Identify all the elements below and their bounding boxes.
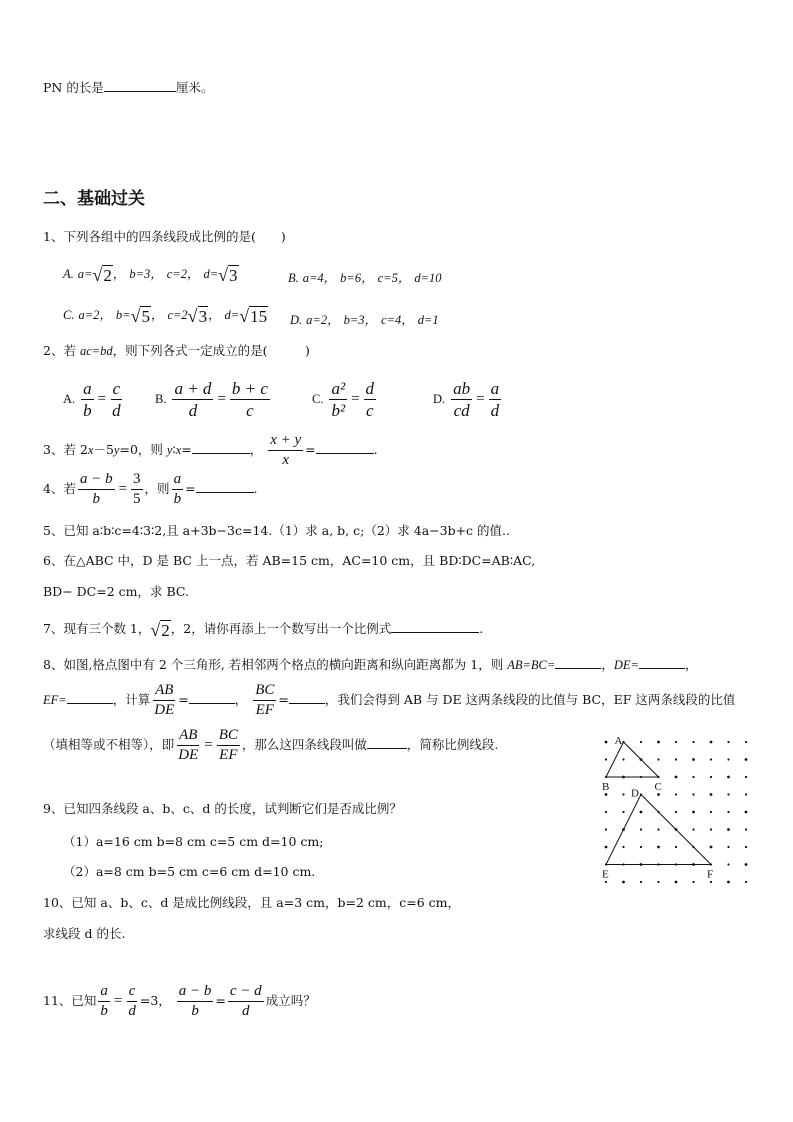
sqrt-2: √ 2 [150,620,170,640]
q8-name-blank[interactable] [367,737,407,749]
q8-ef-blank[interactable] [67,692,113,704]
lattice-figure [596,732,756,892]
grid-dot [745,793,747,795]
grid-dot [675,793,677,795]
q1-option-b[interactable]: B. a=4， b=6， c=5， d=10 [288,271,442,285]
grid-dot [727,863,729,865]
q6-line2: BD− DC=2 cm，求 BC. [43,584,189,599]
pn-length-line [43,80,213,95]
q2-stem: 2、若 ac=bd，则下列各式一定成立的是( ) [43,343,310,358]
grid-dot [692,776,694,778]
q4-answer-blank[interactable] [196,481,254,493]
grid-dot [727,811,729,813]
grid-dot [675,881,678,884]
grid-dot [605,881,607,883]
grid-dot [710,776,712,778]
point-label-b: B [602,781,610,793]
q8-de-blank[interactable] [639,657,685,669]
grid-dot [727,793,729,795]
grid-dot [692,881,694,883]
q10-line2: 求线段 d 的长. [43,926,126,941]
point-label-f: F [707,868,714,881]
q3-blank-fraction[interactable] [316,442,374,454]
grid-dot [675,776,678,779]
grid-dot [657,881,659,883]
grid-dot [745,758,748,761]
q1-stem: 1、下列各组中的四条线段成比例的是( ) [43,229,286,244]
q7-line: 7、现有三个数 1， √ 2 ，2，请你再添上一个数写出一个比例式 . [43,620,484,640]
grid-dot [622,846,624,848]
q10-line1: 10、已知 a、b、c、d 是成比例线段，且 a=3 cm，b=2 cm，c=6 cm， [43,895,460,910]
grid-dot [640,881,642,883]
grid-dot [675,758,677,760]
point-label-c: C [654,781,662,793]
q2-option-a[interactable]: A. $\frac{a}{b}$ = $\frac{c}{d}$ [63,379,121,420]
q1-option-d[interactable]: D. a=2， b=3， c=4， d=1 [290,313,439,327]
grid-dot [727,828,730,831]
grid-dot [605,811,607,813]
grid-dot [622,758,624,760]
grid-dot [657,758,659,760]
grid-dot [745,863,748,866]
sqrt-5: √ 5 [130,306,150,326]
grid-dot [745,811,748,814]
grid-dot [605,741,608,744]
q2-option-c[interactable]: C. $\frac{\text{a²}}{\text{b²}}$ = $\frac{d}{c}$ [312,379,375,420]
pn-prefix: PN 的长是 [43,80,104,95]
q3-line: 3、若 2x－5y=0，则 y∶x= ， $\frac{x + y}{x}$ = . [43,432,378,468]
grid-dot [727,758,729,760]
q11-line: 11、已知 $\frac{a}{b}$ = $\frac{c}{d}$ =3， $\frac{a - b}{b}$ = $\frac{c - d}{d}$ 成立吗？ [43,983,316,1019]
q9-part2: （2）a=8 cm b=5 cm c=6 cm d=10 cm. [63,864,316,879]
grid-dot [640,846,642,848]
grid-dot [657,793,660,796]
grid-dot [657,828,659,830]
sqrt-3: √ 3 [187,306,208,326]
grid-dot [622,793,624,795]
grid-dot [657,846,660,849]
triangle-abc [606,742,659,777]
grid-dot [727,881,730,884]
point-label-a: A [614,735,623,747]
grid-dot [710,758,712,760]
grid-dot [692,828,694,830]
grid-dot [692,811,695,814]
q2-option-d[interactable]: D. $\frac{ab}{cd}$ = $\frac{a}{d}$ [433,379,500,420]
grid-dot [745,828,747,830]
grid-dot [640,811,643,814]
sqrt-15: √ 15 [239,306,268,326]
grid-dot [710,793,713,796]
grid-dot [622,811,624,813]
grid-dot [745,846,747,848]
q9-part1: （1）a=16 cm b=8 cm c=5 cm d=10 cm; [63,834,324,849]
q1-option-c[interactable]: C. a=2， b= √ 5 ， c=2 √ 3 ， d= √ 15 [63,306,268,326]
pn-suffix: 厘米。 [175,80,214,95]
grid-dot [605,846,608,849]
q8-line2: EF= ，计算 $\frac{AB}{DE}$ = ， $\frac{BC}{EF}$ = ，我们会得到 AB 与 DE 这两条线段的比值与 BC，EF 这两条线段的比值 [43,682,736,718]
q8-bc-ef-ratio-blank[interactable] [289,692,325,704]
grid-dot [710,741,713,744]
grid-dot [640,741,642,743]
grid-dot [692,741,694,743]
grid-dot [710,811,712,813]
q5-text: 5、已知 a∶b∶c=4∶3∶2,且 a+3b−3c=14.（1）求 a, b, c;（2）求 4a−3b+c 的值.. [43,523,510,538]
grid-dot [710,846,713,849]
grid-dot [745,776,747,778]
q4-line: 4、若 $\frac{a - b}{b}$ = $\frac{3}{5}$ ，则 $\frac{a}{b}$ = . [43,471,258,507]
grid-dot [675,741,677,743]
q1-option-a[interactable]: A. a= √ 2 ， b=3， c=2， d= √ 3 [63,265,238,285]
q8-line3: （填相等或不相等），即 $\frac{AB}{DE}$ = $\frac{BC}{EF}$ ，那么这四条线段叫做 ，简称比例线段. [43,727,499,763]
q9-stem: 9、已知四条线段 a、b、c、d 的长度，试判断它们是否成比例？ [43,801,402,816]
grid-dot [657,741,660,744]
grid-dot [692,793,694,795]
q8-ab-bc-blank[interactable] [555,657,601,669]
point-label-d: D [631,787,639,800]
grid-dot [727,776,730,779]
grid-dot [692,758,695,761]
grid-dot [640,828,642,830]
grid-dot [605,793,608,796]
q8-line1: 8、如图,格点图中有 2 个三角形, 若相邻两个格点的横向距离和纵向距离都为 1，则 AB=BC= ，DE= ， [43,657,698,672]
section-title: 二、基础过关 [43,189,145,209]
grid-dot [675,846,677,848]
sqrt-2: √ 2 [92,265,112,285]
grid-dot [675,811,677,813]
q2-option-b[interactable]: B. $\frac{a + d}{d}$ = $\frac{b + c}{c}$ [155,379,268,420]
grid-dot [710,828,712,830]
point-label-e: E [602,868,609,881]
grid-dot [727,741,729,743]
grid-dot [605,758,607,760]
grid-dot [727,846,729,848]
grid-dot [710,881,712,883]
sqrt-3: √ 3 [218,265,238,285]
q6-line1: 6、在△ABC 中，D 是 BC 上一点，若 AB=15 cm，AC=10 cm，且 BD∶DC=AB∶AC, [43,553,536,568]
grid-dot [605,828,607,830]
q3-blank-ratio[interactable] [192,442,250,454]
pn-answer-blank[interactable] [104,80,176,92]
grid-dot [622,881,625,884]
q7-answer-blank[interactable] [391,621,479,633]
grid-dot [745,741,747,743]
grid-dot [745,881,747,883]
q8-ab-de-ratio-blank[interactable] [189,692,235,704]
